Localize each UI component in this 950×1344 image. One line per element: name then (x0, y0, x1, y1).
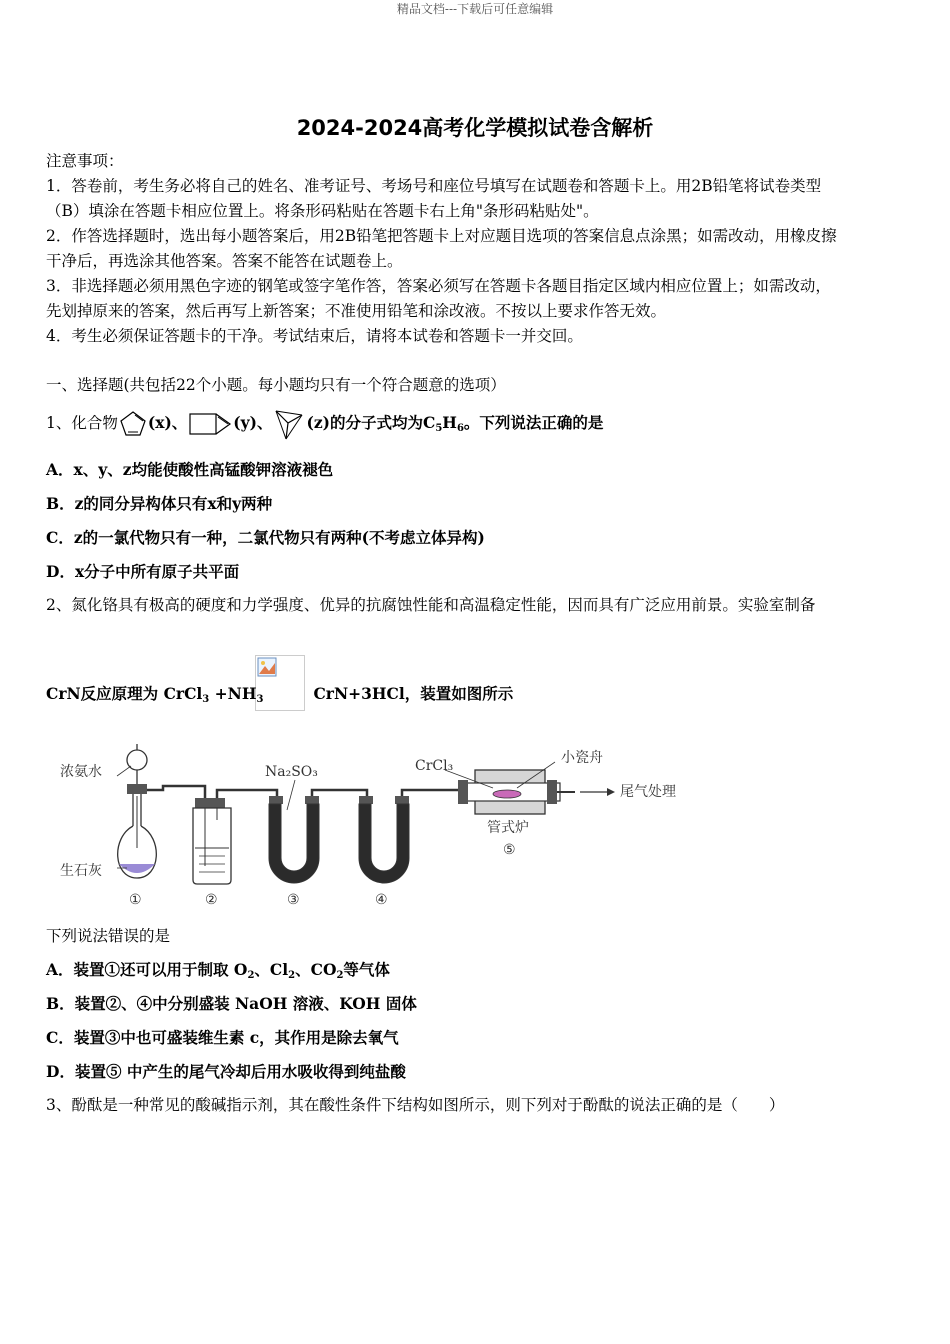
apparatus-5-tube-furnace (445, 762, 615, 814)
q1-formula-h-sub: 6 (456, 423, 464, 434)
q2-reaction-b-sub: 3 (256, 694, 264, 705)
q1-formula-c: C (422, 413, 436, 432)
q1-option-d: D．x分子中所有原子共平面 (46, 562, 240, 581)
apparatus-2-bottle (193, 798, 231, 884)
q3-stem: 3、酚酞是一种常见的酸碱指示剂，其在酸性条件下结构如图所示，则下列对于酚酞的说法正确的是（ ） (46, 1096, 785, 1114)
label-ammonia: 浓氨水 (60, 764, 102, 780)
bicyclic-structure-y-icon (187, 409, 233, 439)
q2-option-a-part2: 、Cl (254, 960, 289, 979)
notice-line-2: （B）填涂在答题卡相应位置上。将条形码粘贴在答题卡右上角"条形码粘贴处"。 (46, 202, 599, 220)
q1-x-label: (x)、 (147, 413, 188, 432)
section-heading: 一、选择题(共包括22个小题。每小题均只有一个符合题意的选项） (46, 376, 506, 394)
q2-intro: 2、氮化铬具有极高的硬度和力学强度、优异的抗腐蚀性能和高温稳定性能，因而具有广泛应用前景。实验室制备 (46, 596, 816, 614)
q1-option-b: B．z的同分异构体只有x和y两种 (46, 494, 273, 513)
apparatus-4-u-tube (359, 796, 409, 883)
notice-line-6: 先划掉原来的答案，然后再写上新答案；不准使用铅笔和涂改液。不按以上要求作答无效。 (46, 302, 667, 320)
q1-formula-c-sub: 5 (435, 423, 443, 434)
page-title: 2024-2024高考化学模拟试卷含解析 (296, 116, 654, 140)
q2-reaction-c: CrN+3HCl，装置如图所示 (313, 684, 514, 703)
q2-reaction-b: +NH (209, 684, 257, 703)
cyclopentadiene-structure-icon (118, 409, 148, 439)
notice-heading: 注意事项： (46, 152, 124, 170)
q2-reaction (46, 681, 906, 712)
q1-formula-h: H (442, 413, 457, 432)
q1-y-label: (y)、 (233, 413, 273, 432)
q2-option-a-sub1: 2 (247, 970, 255, 981)
q2-option-a-part1: A．装置①还可以用于制取 O (46, 960, 248, 979)
q1-stem (46, 406, 906, 446)
q2-reaction-a-sub: 3 (202, 694, 210, 705)
q2-option-a (46, 957, 906, 988)
label-n1: ① (129, 892, 142, 908)
apparatus-1-flask (118, 744, 157, 878)
q2-option-a-part4: 等气体 (343, 960, 390, 979)
notice-line-3: 2．作答选择题时，选出每小题答案后，用2B铅笔把答题卡上对应题目选项的答案信息点涂黑；如需改动，用橡皮擦 (46, 227, 837, 245)
apparatus-3-u-tube (269, 796, 319, 883)
q1-option-a: A．x、y、z均能使酸性高锰酸钾溶液褪色 (46, 460, 334, 479)
label-exhaust: 尾气处理 (620, 784, 676, 800)
apparatus-diagram (55, 740, 695, 910)
prismane-structure-z-icon (272, 407, 306, 441)
label-na2so3: Na₂SO₃ (265, 764, 318, 780)
notice-line-4: 干净后，再选涂其他答案。答案不能答在试题卷上。 (46, 252, 403, 270)
q1-z-label: (z)的分子式均为 (306, 413, 423, 432)
notice-line-1: 1．答卷前，考生务必将自己的姓名、准考证号、考场号和座位号填写在试题卷和答题卡上。用2B铅笔将试卷类型 (46, 177, 822, 195)
broken-image-icon (257, 657, 277, 677)
label-furnace: 管式炉 (487, 820, 529, 836)
q2-option-a-part3: 、CO (295, 960, 337, 979)
q1-lead: 1、化合物 (46, 414, 118, 432)
notice-line-7: 4．考生必须保证答题卡的干净。考试结束后，请将本试卷和答题卡一并交回。 (46, 327, 583, 345)
q1-option-c: C．z的一氯代物只有一种，二氯代物只有两种(不考虑立体异构) (46, 528, 485, 547)
label-crcl3: CrCl₃ (415, 758, 454, 774)
q2-question: 下列说法错误的是 (46, 927, 171, 945)
q2-option-a-sub3: 2 (336, 970, 344, 981)
label-n3: ③ (287, 892, 300, 908)
label-n2: ② (205, 892, 218, 908)
notice-line-5: 3．非选择题必须用黑色字迹的钢笔或签字笔作答，答案必须写在答题卡各题目指定区域内相应位置上；如需改动， (46, 277, 831, 295)
q2-reaction-a: CrN反应原理为 CrCl (46, 684, 203, 703)
q2-option-d: D．装置⑤ 中产生的尾气冷却后用水吸收得到纯盐酸 (46, 1062, 406, 1081)
q2-option-a-sub2: 2 (288, 970, 296, 981)
label-n5: ⑤ (503, 842, 516, 858)
q1-tail: 。下列说法正确的是 (463, 413, 604, 432)
label-quicklime: 生石灰 (60, 863, 102, 879)
page-header: 精品文档---下载后可任意编辑 (396, 2, 554, 16)
q2-option-b: B．装置②、④中分别盛装 NaOH 溶液、KOH 固体 (46, 994, 417, 1013)
q2-option-c: C．装置③中也可盛装维生素 c，其作用是除去氧气 (46, 1028, 399, 1047)
label-n4: ④ (375, 892, 388, 908)
label-boat: 小瓷舟 (561, 750, 603, 766)
